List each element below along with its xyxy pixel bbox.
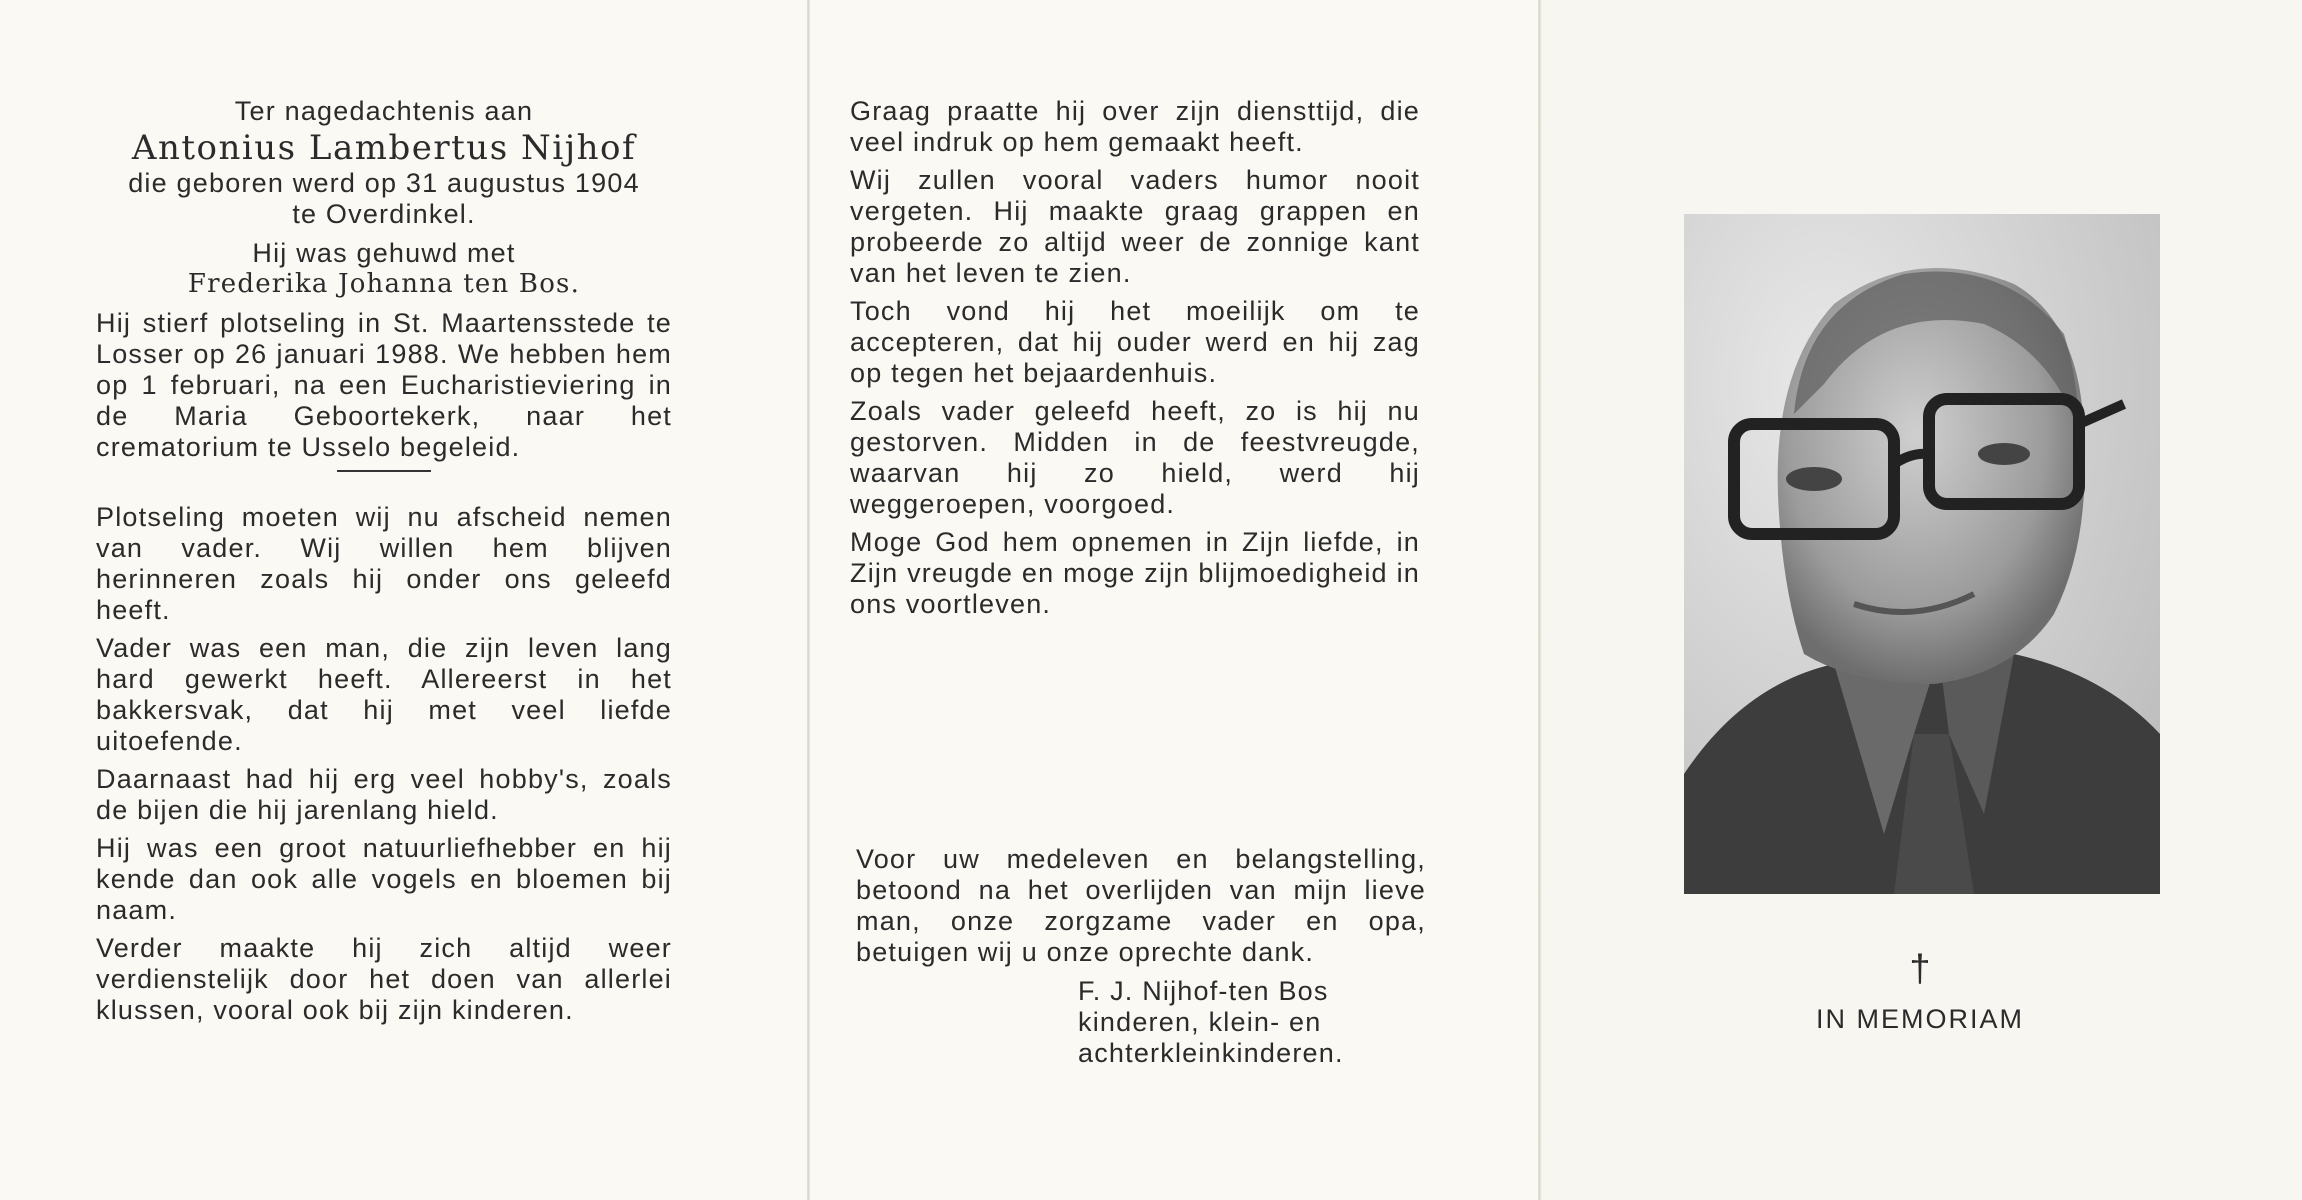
birth-place: te Overdinkel.: [292, 199, 476, 229]
middle-column: [850, 96, 1420, 627]
paragraph: Moge God hem opnemen in Zijn liefde, in Zijn vreugde en moge zijn blijmoedigheid in ons voortleven.: [850, 527, 1420, 619]
birth-line: die geboren werd op 31 augustus 1904: [128, 168, 640, 198]
portrait-photo: [1684, 214, 2160, 894]
death-paragraph: Hij stierf plotseling in St. Maartensstede te Losser op 26 januari 1988. We hebben hem op 1 februari, na een Eucharistieviering in de Maria Geboortekerk, naar het crematorium te Usselo begeleid.: [96, 308, 672, 462]
paragraph: Daarnaast had hij erg veel hobby's, zoals de bijen die hij jarenlang hield.: [96, 764, 672, 825]
cross-icon: †: [1909, 948, 1931, 990]
spouse-name: Frederika Johanna ten Bos.: [187, 269, 581, 299]
thanks-block: [856, 844, 1426, 968]
thanks-text: Voor uw medeleven en belangstelling, betoond na het overlijden van mijn lieve man, onze zorgzame vader en opa, betuigen wij u onze oprechte dank.: [856, 844, 1426, 967]
paragraph: Graag praatte hij over zijn diensttijd, die veel indruk op hem gemaakt heeft.: [850, 96, 1420, 157]
deceased-name: Antonius Lambertus Nijhof: [131, 128, 637, 168]
fold-line: [807, 0, 810, 1200]
paragraph: Zoals vader geleefd heeft, zo is hij nu gestorven. Midden in de feestvreugde, waarvan hij zo hield, werd hij weggeroepen, voorgoed.: [850, 396, 1420, 519]
signature-family: kinderen, klein- en: [1078, 1007, 1322, 1037]
fold-line: [1538, 0, 1541, 1200]
divider-line: [337, 470, 431, 472]
paragraph: Hij was een groot natuurliefhebber en hij kende dan ook alle vogels en bloemen bij naam.: [96, 833, 672, 925]
in-memoriam-label: IN MEMORIAM: [1816, 1004, 2024, 1034]
married-line: Hij was gehuwd met: [252, 238, 516, 268]
paragraph: Wij zullen vooral vaders humor nooit vergeten. Hij maakte graag grappen en probeerde zo altijd weer de zonnige kant van het leven te zien.: [850, 165, 1420, 288]
signature-name: F. J. Nijhof-ten Bos: [1078, 976, 1329, 1006]
left-column: [96, 96, 672, 1033]
paragraph: Verder maakte hij zich altijd weer verdienstelijk door het doen van allerlei klussen, vooral ook bij zijn kinderen.: [96, 933, 672, 1025]
paragraph: Vader was een man, die zijn leven lang hard gewerkt heeft. Allereerst in het bakkersvak, dat hij met veel liefde uitoefende.: [96, 633, 672, 756]
signature-block: [1078, 976, 1438, 1069]
paragraph: Plotseling moeten wij nu afscheid nemen van vader. Wij willen hem blijven herinneren zoals hij onder ons geleefd heeft.: [96, 502, 672, 625]
signature-family: achterkleinkinderen.: [1078, 1038, 1344, 1068]
portrait-illustration: [1684, 214, 2160, 894]
paragraph: Toch vond hij het moeilijk om te accepteren, dat hij ouder werd en hij zag op tegen het bejaardenhuis.: [850, 296, 1420, 388]
intro-text: Ter nagedachtenis aan: [234, 96, 534, 126]
